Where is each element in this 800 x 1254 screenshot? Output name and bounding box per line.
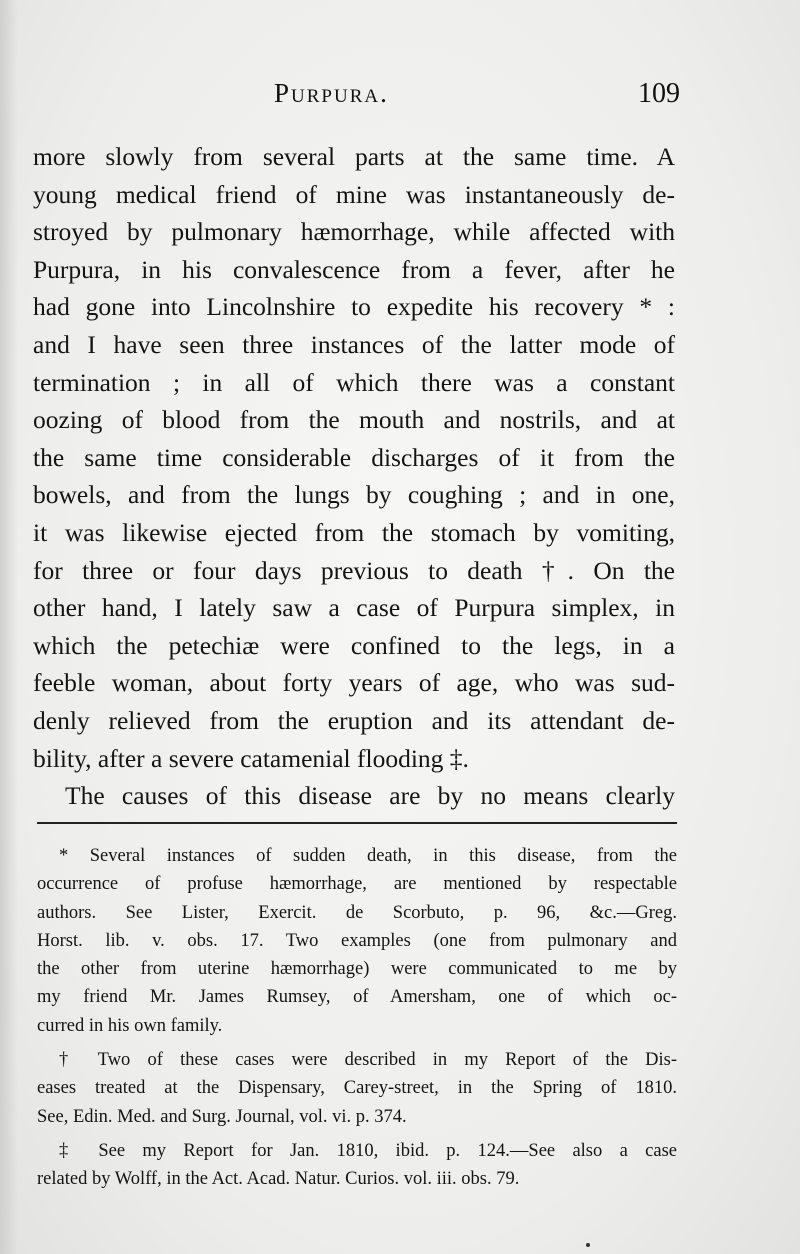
footnote-line: † Two of these cases were described in my Report of the Dis- bbox=[59, 1050, 677, 1071]
footnote-double-dagger bbox=[37, 1137, 677, 1194]
footnote-line: authors. See Lister, Exercit. de Scorbuto, p. 96, &c.—Greg. bbox=[37, 902, 677, 923]
page-number: 109 bbox=[638, 78, 680, 109]
footnote-line: related by Wolff, in the Act. Acad. Natur. Curios. vol. iii. obs. 79. bbox=[37, 1169, 520, 1190]
footnote-line: * Several instances of sudden death, in this disease, from the bbox=[59, 846, 677, 866]
body-line: feeble woman, about forty years of age, who was sud- bbox=[33, 668, 675, 698]
body-line: bility, after a severe catamenial flooding ‡. bbox=[33, 743, 469, 773]
footnote-line: Horst. lib. v. obs. 17. Two examples (one from pulmonary and bbox=[37, 930, 677, 951]
body-line: Purpura, in his convalescence from a fever, after he bbox=[33, 254, 675, 284]
footnote-line: See, Edin. Med. and Surg. Journal, vol. vi. p. 374. bbox=[37, 1106, 407, 1127]
body-line: had gone into Lincolnshire to expedite his recovery * : bbox=[33, 292, 675, 322]
body-line: young medical friend of mine was instantaneously de- bbox=[33, 179, 675, 209]
body-line: The causes of this disease are by no means clearly bbox=[65, 781, 675, 811]
footnote-asterisk bbox=[37, 842, 677, 1040]
body-line: more slowly from several parts at the same time. A bbox=[33, 142, 675, 171]
footnote-line: the other from uterine hæmorrhage) were communicated to me by bbox=[37, 959, 677, 980]
body-line: the same time considerable discharges of it from the bbox=[33, 442, 675, 472]
body-line: and I have seen three instances of the latter mode of bbox=[33, 329, 675, 359]
body-line: stroyed by pulmonary hæmorrhage, while affected with bbox=[33, 217, 675, 247]
body-line: denly relieved from the eruption and its attendant de- bbox=[33, 705, 675, 735]
footnote-line: curred in his own family. bbox=[37, 1015, 223, 1036]
body-line: termination ; in all of which there was a constant bbox=[33, 367, 675, 397]
body-text bbox=[33, 138, 675, 815]
running-head: Purpura. bbox=[274, 78, 389, 108]
binding-shadow bbox=[0, 0, 18, 1254]
footnote-rule bbox=[37, 822, 677, 824]
footnote-line: occurrence of profuse hæmorrhage, are mentioned by respectable bbox=[37, 874, 677, 895]
body-line: for three or four days previous to death †. On the bbox=[33, 555, 675, 585]
body-line: bowels, and from the lungs by coughing ; and in one, bbox=[33, 480, 675, 510]
print-speck bbox=[586, 1243, 590, 1247]
body-line: oozing of blood from the mouth and nostrils, and at bbox=[33, 405, 675, 435]
page-header bbox=[30, 78, 680, 118]
body-line: which the petechiæ were confined to the legs, in a bbox=[33, 630, 675, 660]
footnote-dagger bbox=[37, 1046, 677, 1131]
footnote-line: eases treated at the Dispensary, Carey-street, in the Spring of 1810. bbox=[37, 1078, 677, 1099]
footnote-line: ‡ See my Report for Jan. 1810, ibid. p. 124.—See also a case bbox=[59, 1140, 677, 1161]
body-line: it was likewise ejected from the stomach by vomiting, bbox=[33, 517, 675, 547]
footnote-line: my friend Mr. James Rumsey, of Amersham, one of which oc- bbox=[37, 987, 677, 1008]
body-line: other hand, I lately saw a case of Purpura simplex, in bbox=[33, 593, 675, 623]
footnotes bbox=[37, 842, 677, 1194]
